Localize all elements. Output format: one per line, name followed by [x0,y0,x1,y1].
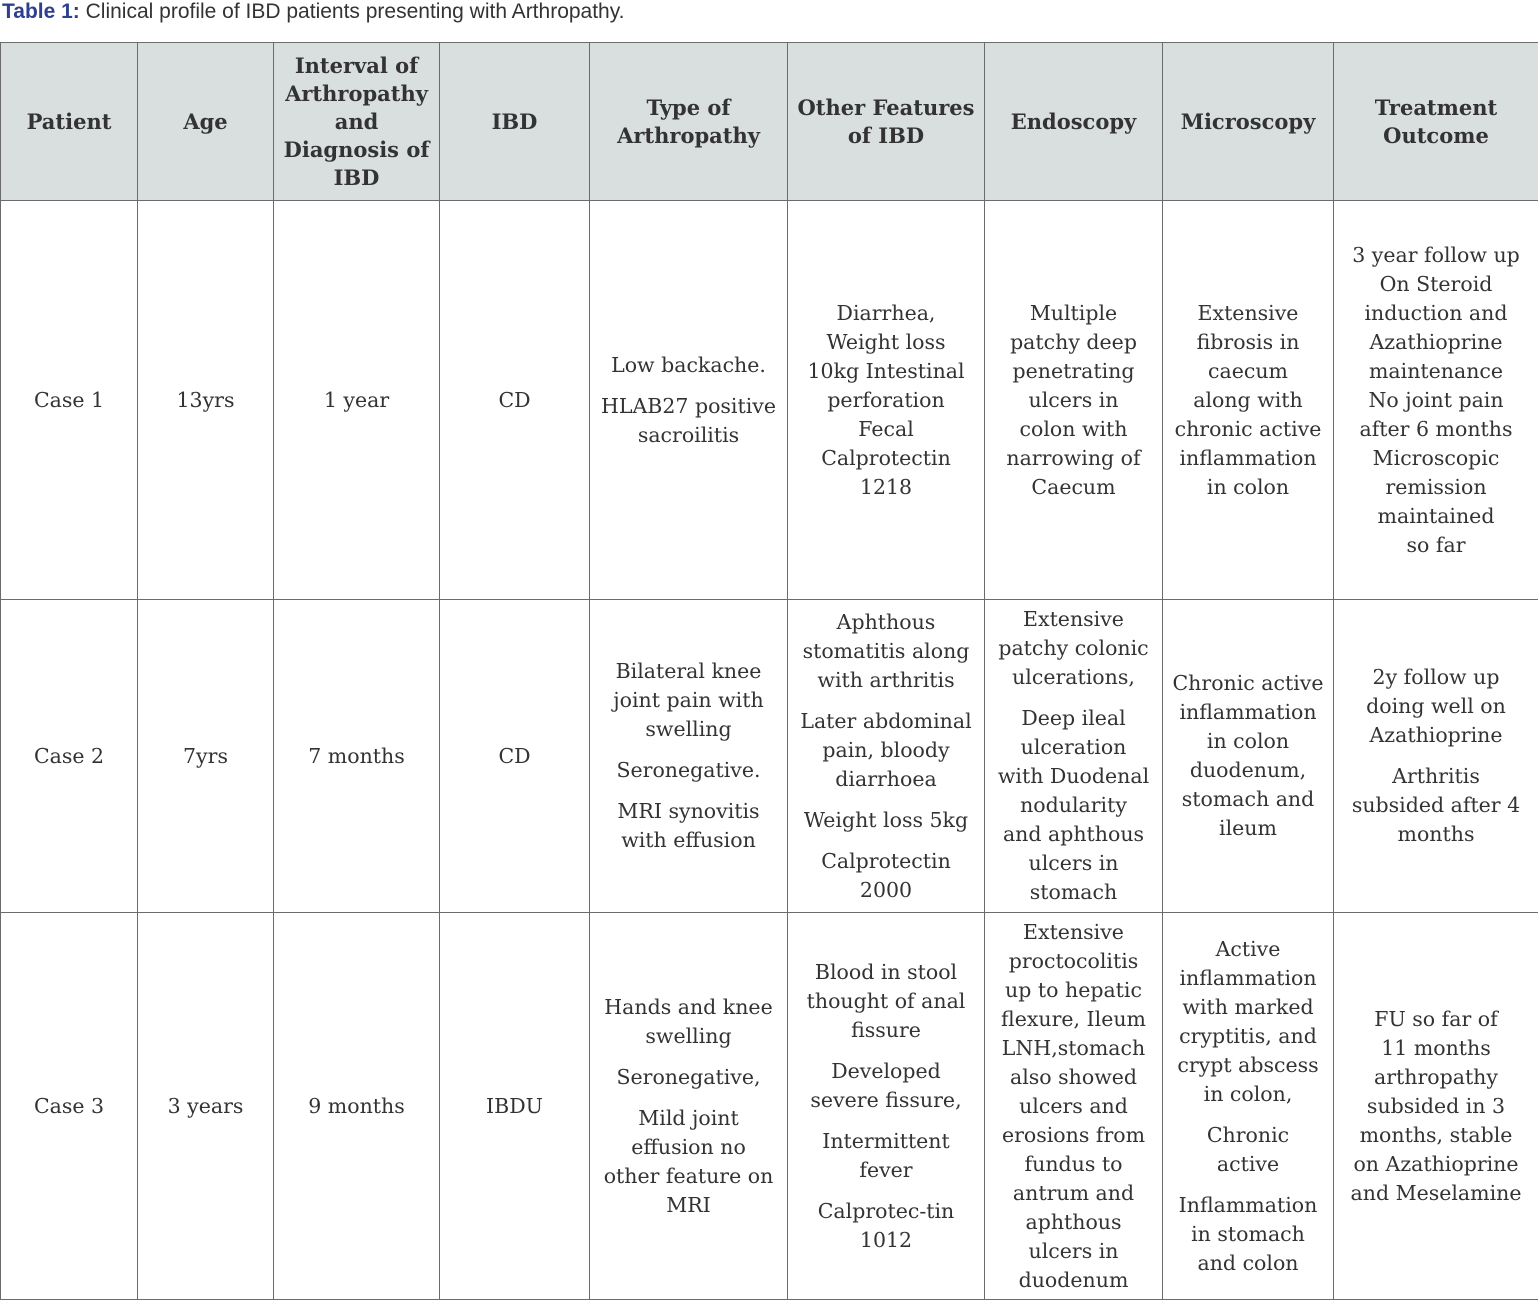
cell-paragraph: Later abdominal pain, bloody diarrhoea [796,707,976,794]
cell-paragraph: HLAB27 positive sacroilitis [598,392,779,450]
table-caption [2,0,625,26]
cell-treatment-outcome [1334,201,1538,600]
cell-paragraph: Extensive patchy colonic ulcerations, [993,605,1154,692]
cell-ibd: CD [440,600,590,913]
cell-paragraph: Inflammation in stomach and colon [1171,1191,1325,1278]
cell-endoscopy [985,600,1163,913]
cell-paragraph: Calprotec-tin 1012 [796,1197,976,1255]
cell-paragraph: Arthritis subsided after 4 months [1342,762,1530,849]
table-row [1,600,1538,913]
cell-patient: Case 3 [1,913,138,1300]
cell-paragraph: Blood in stool thought of anal fissure [796,958,976,1045]
cell-other-features [788,600,985,913]
cell-age: 3 years [138,913,274,1300]
cell-paragraph: Multiple patchy deep penetrating ulcers in colon with narrowing of Caecum [993,299,1154,502]
cell-arthropathy-type [590,201,788,600]
cell-other-features [788,913,985,1300]
cell-patient: Case 1 [1,201,138,600]
cell-paragraph: 3 year follow up On Steroid induction and Azathioprine maintenance No joint pain after 6 months Microscopic remission maintained so far [1342,241,1530,560]
table-row [1,913,1538,1300]
cell-interval: 9 months [274,913,440,1300]
cell-paragraph: Mild joint effusion no other feature on MRI [598,1104,779,1220]
header-row [1,43,1538,201]
table-caption-text: Clinical profile of IBD patients presenting with Arthropathy. [80,0,625,23]
column-header-treatment-outcome: Treatment Outcome [1334,43,1538,201]
cell-paragraph: Weight loss 5kg [796,806,976,835]
cell-paragraph: Seronegative, [598,1063,779,1092]
cell-microscopy [1163,201,1334,600]
cell-interval: 7 months [274,600,440,913]
column-header-endoscopy: Endoscopy [985,43,1163,201]
column-header-arthropathy-type: Type of Arthropathy [590,43,788,201]
cell-ibd: CD [440,201,590,600]
cell-age: 13yrs [138,201,274,600]
cell-paragraph: MRI synovitis with effusion [598,797,779,855]
table-caption-label: Table 1: [2,0,80,23]
cell-paragraph: Extensive proctocolitis up to hepatic flexure, Ileum LNH,stomach also showed ulcers and erosions from fundus to antrum and aphthous ulcers in duodenum [993,918,1154,1295]
cell-paragraph: Active inflammation with marked cryptitis, and crypt abscess in colon, [1171,935,1325,1109]
cell-paragraph: Intermittent fever [796,1127,976,1185]
cell-paragraph: Aphthous stomatitis along with arthritis [796,608,976,695]
cell-paragraph: Chronic active [1171,1121,1325,1179]
table-row [1,201,1538,600]
column-header-ibd: IBD [440,43,590,201]
cell-paragraph: FU so far of 11 months arthropathy subsided in 3 months, stable on Azathioprine and Meselamine [1342,1005,1530,1208]
cell-paragraph: Bilateral knee joint pain with swelling [598,657,779,744]
clinical-profile-table [0,42,1538,1300]
cell-microscopy [1163,600,1334,913]
cell-endoscopy [985,201,1163,600]
cell-paragraph: Chronic active inflammation in colon duodenum, stomach and ileum [1171,669,1325,843]
cell-treatment-outcome [1334,600,1538,913]
cell-paragraph: Low backache. [598,351,779,380]
column-header-other-features: Other Features of IBD [788,43,985,201]
cell-other-features [788,201,985,600]
cell-arthropathy-type [590,913,788,1300]
cell-paragraph: Diarrhea, Weight loss 10kg Intestinal perforation Fecal Calprotectin 1218 [796,299,976,502]
cell-paragraph: Seronegative. [598,756,779,785]
cell-paragraph: Hands and knee swelling [598,993,779,1051]
column-header-age: Age [138,43,274,201]
cell-interval: 1 year [274,201,440,600]
cell-endoscopy [985,913,1163,1300]
column-header-patient: Patient [1,43,138,201]
cell-paragraph: Developed severe fissure, [796,1057,976,1115]
cell-paragraph: Deep ileal ulceration with Duodenal nodularity and aphthous ulcers in stomach [993,704,1154,907]
cell-age: 7yrs [138,600,274,913]
cell-paragraph: 2y follow up doing well on Azathioprine [1342,663,1530,750]
cell-ibd: IBDU [440,913,590,1300]
cell-arthropathy-type [590,600,788,913]
column-header-microscopy: Microscopy [1163,43,1334,201]
cell-paragraph: Calprotectin 2000 [796,847,976,905]
column-header-interval: Interval of Arthropathy and Diagnosis of IBD [274,43,440,201]
cell-patient: Case 2 [1,600,138,913]
cell-microscopy [1163,913,1334,1300]
cell-paragraph: Extensive fibrosis in caecum along with chronic active inflammation in colon [1171,299,1325,502]
cell-treatment-outcome [1334,913,1538,1300]
